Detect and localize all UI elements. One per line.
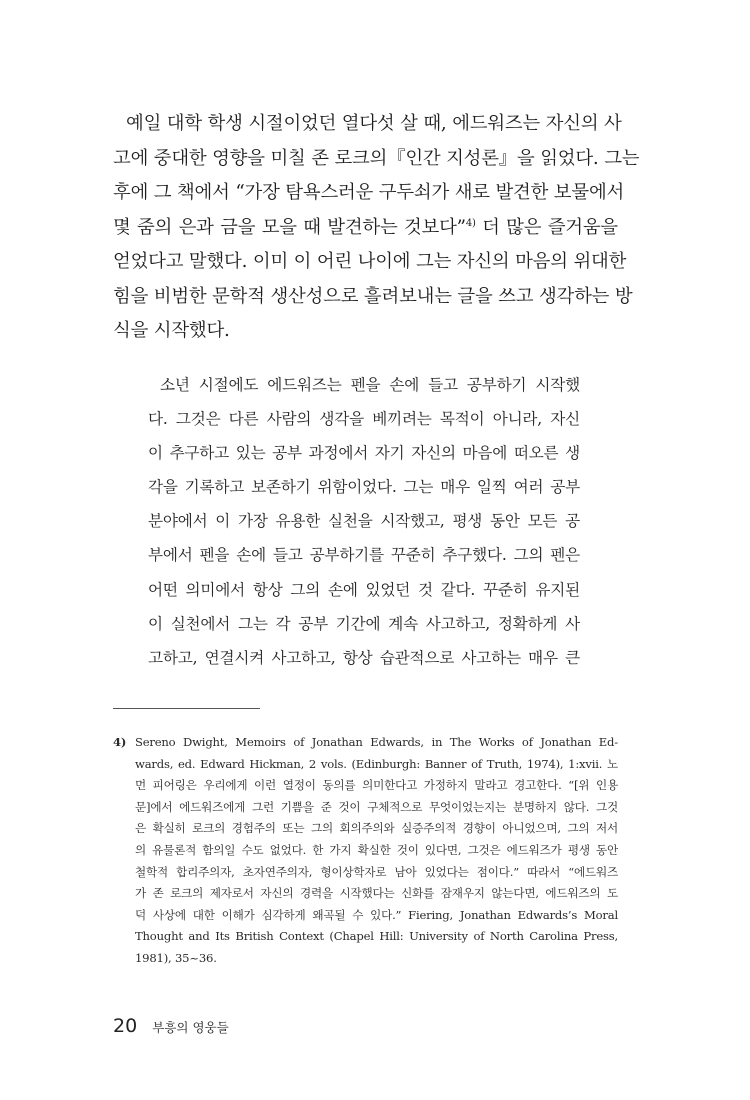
footnote-line: 가 존 로크의 제자로서 자신의 경력을 시작했다는 신화를 잠재우지 않는다면, 에드워즈의 도 <box>135 886 618 901</box>
footnote-number: 4) <box>113 735 127 749</box>
footnote <box>113 732 618 970</box>
main-line: 고에 중대한 영향을 미칠 존 로크의『인간 지성론』을 읽었다. 그는 <box>113 147 640 169</box>
page-number: 20 <box>113 1015 138 1037</box>
footnote-line: 철학적 합리주의자, 초자연주의자, 형이상학자로 남아 있었다는 점이다.” 따라서 “에드워즈 <box>135 864 618 879</box>
main-line: 얻었다고 말했다. 이미 이 어린 나이에 그는 자신의 마음의 위대한 <box>113 251 627 272</box>
quote-line: 이 추구하고 있는 공부 과정에서 자기 자신의 마음에 떠오른 생 <box>148 444 580 463</box>
block-quote <box>148 368 580 675</box>
main-paragraph <box>113 107 640 349</box>
main-line: 식을 시작했다. <box>113 320 230 341</box>
footnote-line: 문]에서 에드워즈에게 그런 기쁨을 준 것이 구체적으로 무엇이었는지는 분명하지 않다. 그것 <box>135 799 618 814</box>
main-line: 예일 대학 학생 시절이었던 열다섯 살 때, 에드워즈는 자신의 사 <box>126 113 622 134</box>
main-line <box>113 211 618 246</box>
footnote-line: wards, ed. Edward Hickman, 2 vols. (Edinburgh: Banner of Truth, 1974), 1:xvii. 노 <box>135 756 618 771</box>
quote-line: 이 실천에서 그는 각 공부 기간에 계속 사고하고, 정확하게 사 <box>148 614 580 633</box>
footnote-line: Thought and Its British Context (Chapel Hill: University of North Carolina Press, <box>135 929 618 944</box>
footnote-line: 은 확실히 로크의 경험주의 또는 그의 회의주의와 실증주의적 경향이 아니었으며, 그의 저서 <box>135 821 618 836</box>
quote-line: 부에서 펜을 손에 들고 공부하기를 꾸준히 추구했다. 그의 펜은 <box>148 546 580 565</box>
main-line: 후에 그 책에서 “가장 탐욕스러운 구두쇠가 새로 발견한 보물에서 <box>113 182 625 203</box>
quote-line: 고하고, 연결시켜 사고하고, 항상 습관적으로 사고하는 매우 큰 <box>148 648 580 667</box>
footnote-line: 먼 피어링은 우리에게 이런 열정이 동의를 의미한다고 가정하지 말라고 경고한다. “[위 인용 <box>135 778 618 793</box>
quote-line: 어떤 의미에서 항상 그의 손에 있었던 것 같다. 꾸준히 유지된 <box>148 580 580 599</box>
footnote-line: 의 유물론적 함의일 수도 없었다. 한 가지 확실한 것이 있다면, 그것은 에드워즈가 평생 동안 <box>135 842 618 857</box>
footnote-line: 1981), 35~36. <box>135 950 217 965</box>
quote-line: 분야에서 이 가장 유용한 실천을 시작했고, 평생 동안 모든 공 <box>148 512 580 531</box>
main-line-part: 더 많은 즐거움을 <box>475 216 618 238</box>
main-line: 힘을 비범한 문학적 생산성으로 흘려보내는 글을 쓰고 생각하는 방 <box>113 285 633 307</box>
quote-line: 각을 기록하고 보존하기 위함이었다. 그는 매우 일찍 여러 공부 <box>148 478 580 497</box>
footnote-divider <box>113 708 260 709</box>
footnote-reference: 4) <box>465 217 476 229</box>
footnote-line-text: Sereno Dwight, Memoirs of Jonathan Edwards, in The Works of Jonathan Ed- <box>135 735 618 749</box>
page-footer <box>113 1015 229 1037</box>
footnote-line <box>113 732 618 754</box>
quote-line: 다. 그것은 다른 사람의 생각을 베끼려는 목적이 아니라, 자신 <box>148 410 580 429</box>
quote-line: 소년 시절에도 에드워즈는 펜을 손에 들고 공부하기 시작했 <box>160 376 580 394</box>
running-title: 부흥의 영웅들 <box>152 1020 229 1035</box>
main-line-part: 몇 줌의 은과 금을 모을 때 발견하는 것보다” <box>113 216 466 238</box>
footnote-line: 덕 사상에 대한 이해가 심각하게 왜곡될 수 있다.” Fiering, Jonathan Edwards’s Moral <box>135 907 618 922</box>
